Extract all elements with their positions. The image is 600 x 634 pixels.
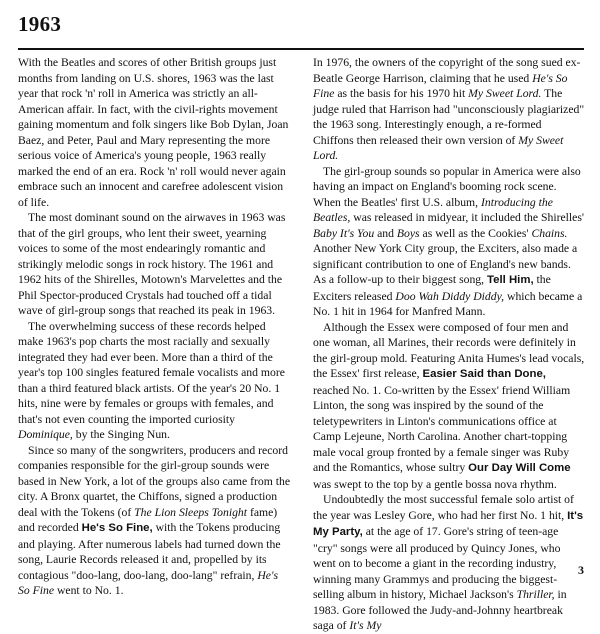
song-title: My Sweet Lord.: [313, 133, 564, 162]
hit-title: Tell Him,: [487, 274, 534, 286]
song-title: Boys: [396, 226, 420, 240]
header-rule: [18, 48, 584, 50]
right-column: [313, 55, 585, 634]
text: as the basis for his 1970 hit: [334, 87, 469, 100]
song-title: Dominique,: [18, 428, 73, 441]
text: went to No. 1.: [54, 584, 124, 597]
text: was released in midyear, it included the Shirelles': [350, 211, 585, 224]
text: Undoubtedly the most successful female solo artist of the year was Lesley Gore, who had her first No. 1 hit,: [313, 493, 574, 522]
song-title: It's My: [349, 619, 382, 632]
text: The overwhelming success of these records helped make 1963's pop charts the most racially and sexually integrated they had ever been. More than a third of the year's top 100 singles featured female vocalists and more than a third featured black artists. Of the year's 20 No. 1 hits, nine were by females or groups with females, and that's not even counting the imported curiosity: [18, 319, 285, 426]
song-title: Doo Wah Diddy Diddy,: [395, 289, 505, 303]
text: With the Beatles and scores of other British groups just months from landing on U.S. shores, 1963 was the last year that rock 'n' roll in America was strictly an all-American affair. In fact, with the civil-rights movement gaining momentum and folk singers like Bob Dylan, Joan Baez, and Peter, Paul and Mary representing the more serious voice of America's young people, 1963 really marked the end of an era. Rock 'n' roll would never again embrace such an innocent and carefree adolescent vision of life.: [18, 56, 289, 209]
paragraph-3: [18, 319, 290, 443]
album-title: Introducing the Beatles,: [313, 195, 553, 224]
paragraph-1: [18, 55, 290, 210]
song-title: Chains.: [531, 226, 568, 240]
album-title: Thriller,: [516, 588, 555, 601]
text: Although the Essex were composed of four men and one woman, all Marines, their records were definitely in the girl-group mold. Featuring Anita Humes's lead vocals, the Essex' first release,: [313, 320, 585, 380]
paragraph-3: [313, 320, 585, 493]
left-column: [18, 55, 290, 599]
song-title: He's So Fine: [18, 568, 279, 597]
text: was swept to the top by a gentle bossa nova rhythm.: [313, 477, 557, 491]
hit-title: He's So Fine,: [81, 522, 153, 534]
text: at the age of 17. Gore's string of teen-age "cry" songs were all produced by Quincy Jones, who went on to become a giant in the recording industry, winning many Grammys and producing the biggest-selling album in history, Michael Jackson's: [313, 525, 561, 601]
text: by the Singing Nun.: [72, 428, 170, 441]
paragraph-4: [313, 492, 585, 634]
song-title: My Sweet Lord.: [468, 87, 542, 100]
hit-title: Easier Said than Done,: [422, 368, 546, 380]
text: in 1983. Gore followed the Judy-and-Johnny heartbreak saga of: [313, 588, 567, 632]
text: and: [374, 226, 397, 240]
hit-title: It's My Party,: [313, 509, 584, 538]
hit-title: Our Day Will Come: [468, 462, 571, 474]
text: as well as the Cookies': [419, 226, 532, 240]
song-title: Baby It's You: [313, 226, 375, 240]
song-title: He's So Fine: [313, 71, 568, 100]
text: Since so many of the songwriters, producers and record companies responsible for the girl-group sounds were based in New York, a lot of the groups also came from the city. A Bronx quartet, the Chiffons, signed a production deal with the Tokens (of: [18, 443, 291, 519]
text: Another New York City group, the Exciters, also made a significant contribution to one of England's new bands. As a follow-up to their biggest song,: [313, 242, 578, 286]
text: The judge ruled that Harrison had "unconsciously plagiarized" the 1963 song. Interestingly enough, a re-formed Chiffons then released their own version of: [313, 87, 585, 147]
paragraph-1: [313, 55, 585, 164]
page-title-year: 1963: [18, 12, 62, 36]
text: with the Tokens producing and playing. After numerous labels had turned down the song, Laurie Records released it and, propelled by its contagious "doo-lang, doo-lang, doo-lang" refrain,: [18, 521, 281, 582]
text: fame) and recorded: [18, 505, 278, 534]
text: In 1976, the owners of the copyright of the song sued ex-Beatle George Harrison, claiming that he used: [313, 56, 581, 85]
paragraph-2: [313, 164, 585, 320]
paragraph-4: [18, 443, 290, 599]
text: reached No. 1. Co-written by the Essex' friend William Linton, the song was inspired by the sound of the teletypewriters in Linton's communications office at Camp Lejeune, North Carolina. Another chart-topping male vocal group fronted by a female singer was Ruby and the Romantics, whose sultry: [313, 383, 571, 474]
text: which became a No. 1 hit in 1964 for Manfred Mann.: [313, 289, 583, 318]
paragraph-2: [18, 210, 290, 319]
text: The most dominant sound on the airwaves in 1963 was that of the girl groups, who lent their sweet, yearning voices to some of the most endearingly romantic and strikingly melodic songs in rock history. The 1961 and 1962 hits of the Shirelles, Motown's Marvelettes and the Phil Spector-produced Crystals had touched off a tidal wave of girl-group songs that reached its peak in 1963.: [18, 211, 286, 317]
song-title: The Lion Sleeps Tonight: [134, 505, 248, 519]
text: The girl-group sounds so popular in America were also having an impact on England's booming rock scene. When the Beatles' first U.S. album,: [313, 164, 581, 209]
page-number: 3: [578, 563, 584, 577]
text: the Exciters released: [313, 273, 551, 303]
